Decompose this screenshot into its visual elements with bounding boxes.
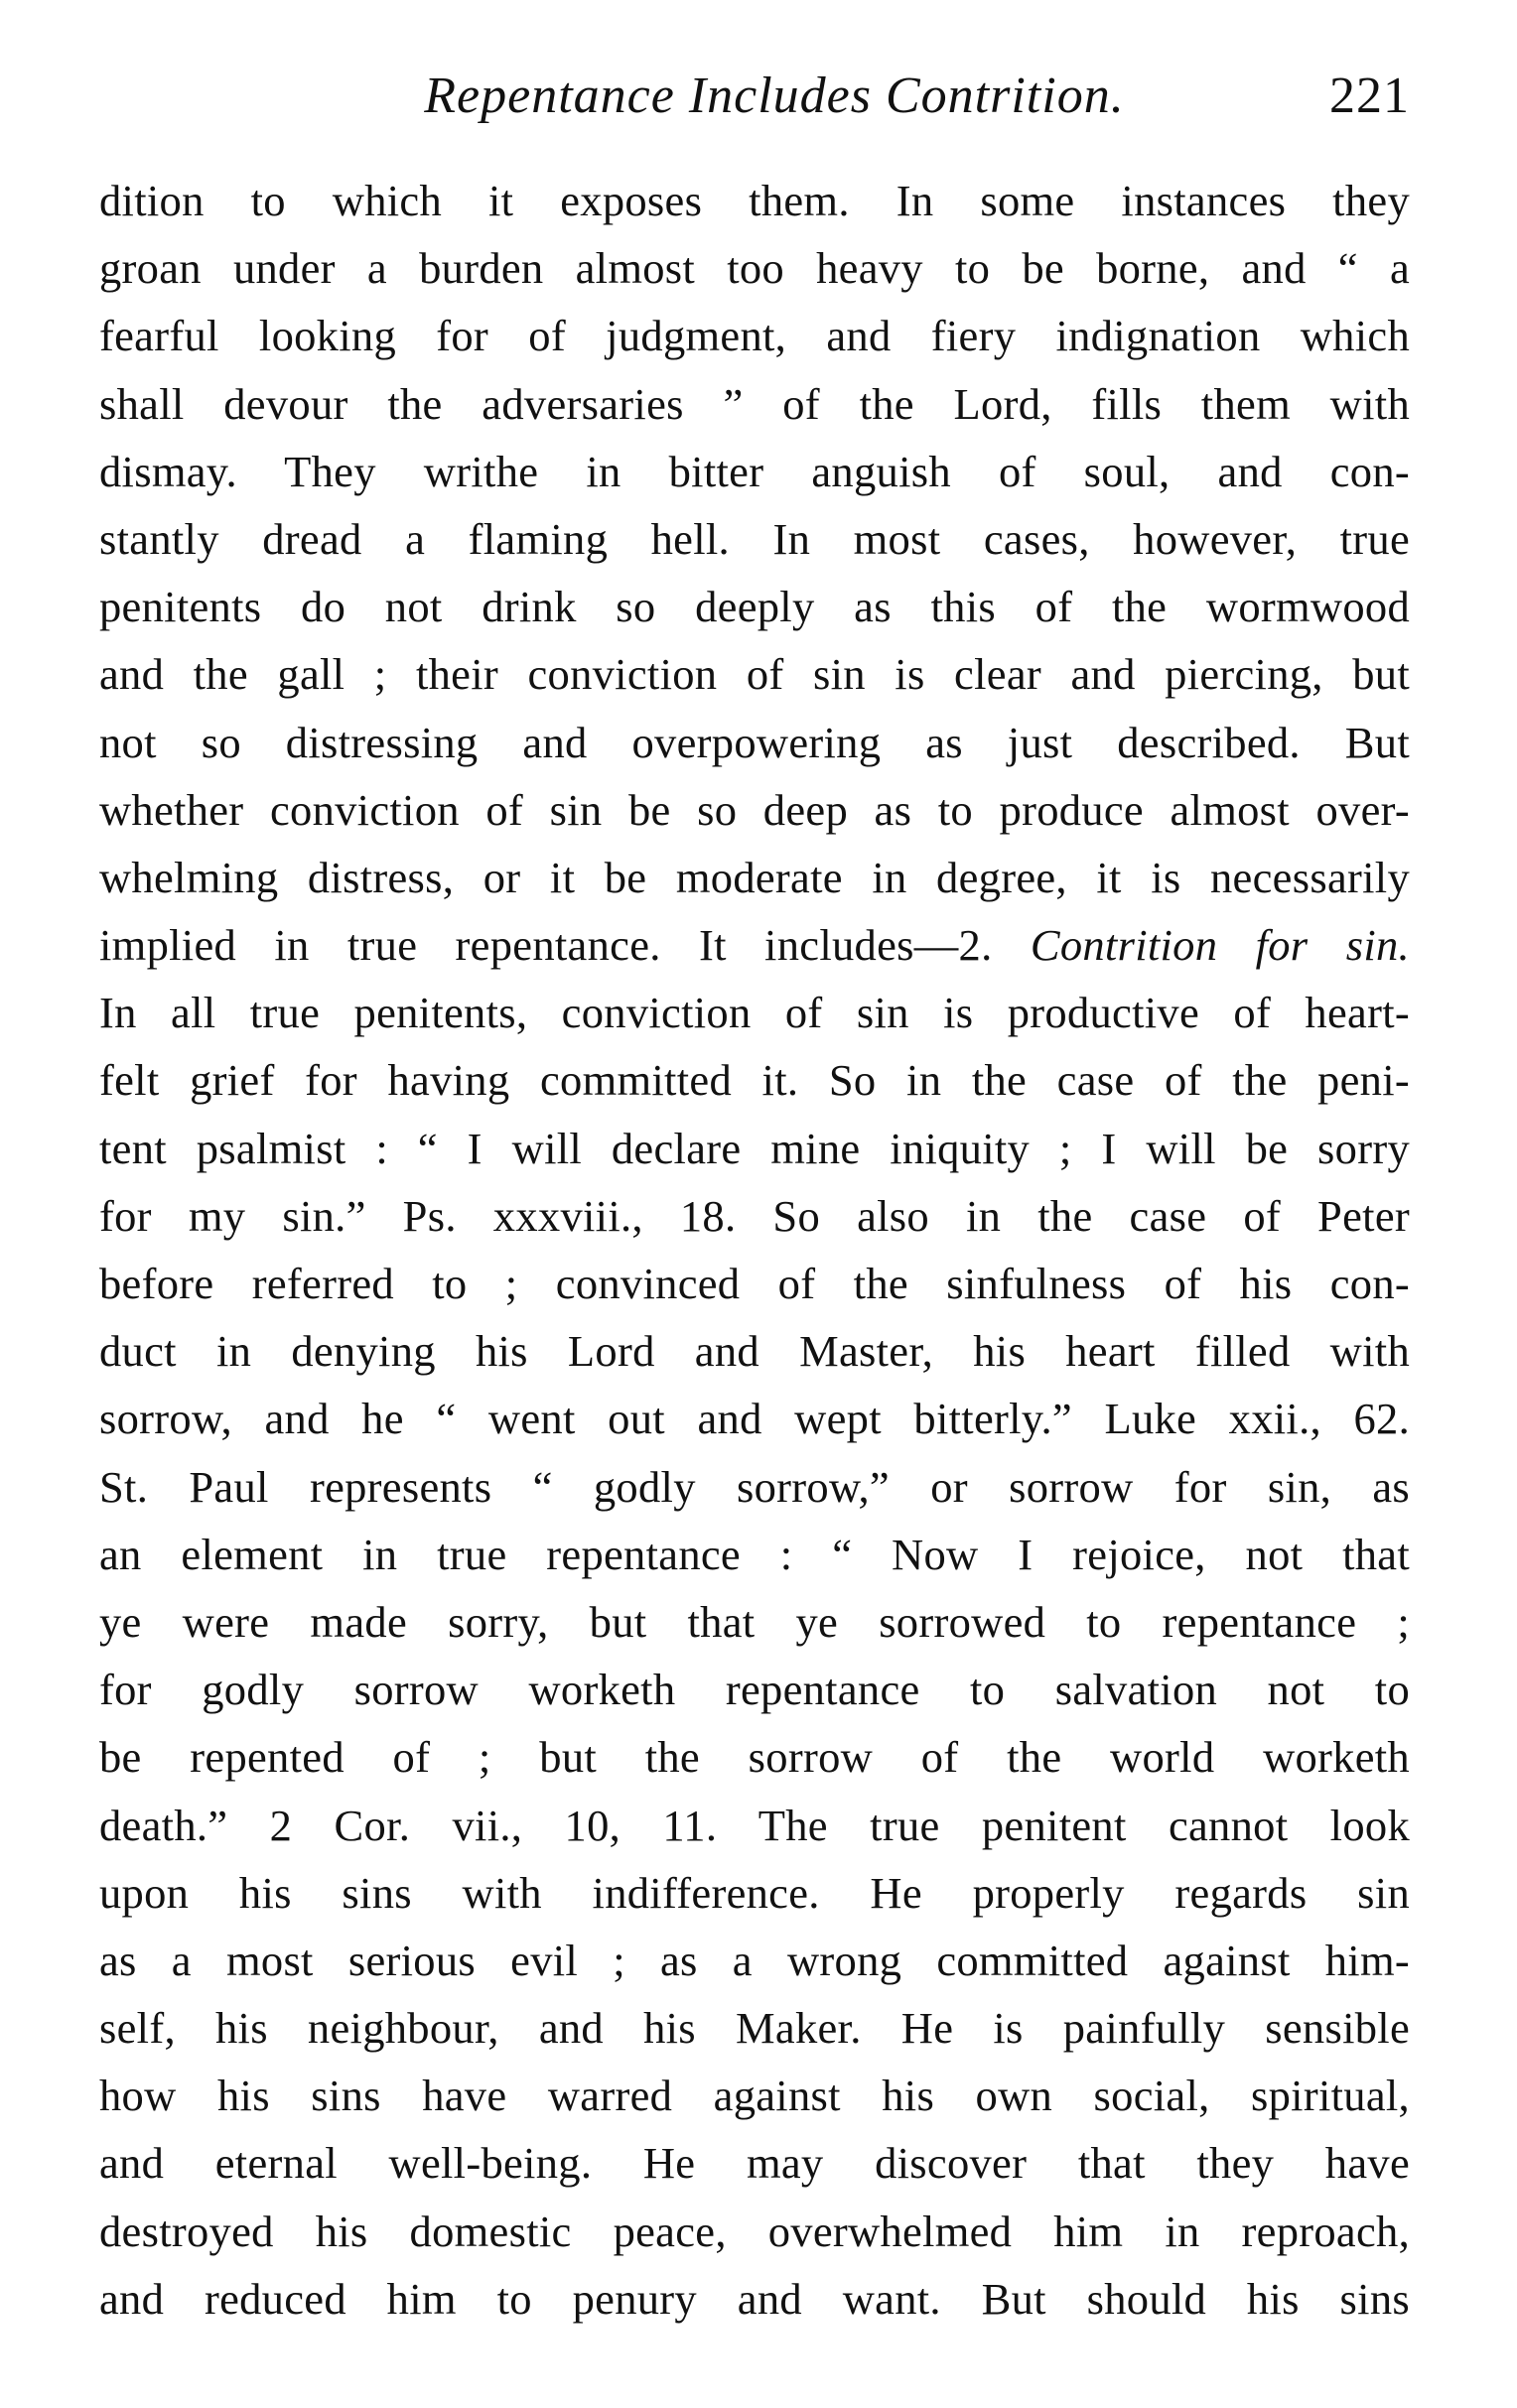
text-line [99, 505, 1410, 573]
text-line [99, 2129, 1410, 2197]
text-line-content: duct in denying his Lord and Master, his heart filled with [99, 1326, 1410, 1377]
text-line [99, 1792, 1410, 1859]
text-line-content: In all true penitents, conviction of sin is productive of heart- [99, 988, 1410, 1038]
text-line-content: groan under a burden almost too heavy to be borne, and “ a [99, 243, 1410, 294]
text-line-content: whether conviction of sin be so deep as to produce almost over- [99, 784, 1410, 835]
text-line [99, 1115, 1410, 1182]
text-line [99, 1656, 1410, 1723]
text-line [99, 1521, 1410, 1588]
text-line [99, 1588, 1410, 1656]
text-line-content: dition to which it exposes them. In some instances they [99, 176, 1410, 225]
text-line [99, 2062, 1410, 2129]
running-title: Repentance Includes Contrition. [424, 67, 1125, 124]
running-head [99, 62, 1410, 131]
text-line-content: fearful looking for of judgment, and fiery indignation which [99, 311, 1410, 361]
text-line [99, 1927, 1410, 1994]
text-line [99, 167, 1410, 234]
text-line-content: destroyed his domestic peace, overwhelmed him in reproach, [99, 2206, 1410, 2256]
text-line-content: an element in true repentance : “ Now I rejoice, not that [99, 1529, 1410, 1579]
text-line [99, 1453, 1410, 1521]
text-line [99, 1317, 1410, 1385]
text-line [99, 234, 1410, 302]
text-line-content: and reduced him to penury and want. But should his sins [99, 2273, 1410, 2324]
text-line-content: shall devour the adversaries ” of the Lord, fills them with [99, 378, 1410, 429]
italic-heading: Contrition for sin. [992, 920, 1410, 971]
text-line-content: and eternal well-being. He may discover that they have [99, 2138, 1410, 2189]
text-line-content: St. Paul represents “ godly sorrow,” or sorrow for sin, as [99, 1461, 1410, 1512]
text-line-content: for my sin.” Ps. xxxviii., 18. So also in the case of Peter [99, 1190, 1410, 1241]
text-line [99, 911, 1410, 979]
text-line-content: upon his sins with indifference. He properly regards sin [99, 1867, 1410, 1918]
text-line [99, 1385, 1410, 1452]
text-line-content: felt grief for having committed it. So in the case of the peni- [99, 1055, 1410, 1106]
text-line [99, 2198, 1410, 2265]
text-line-content: self, his neighbour, and his Maker. He is painfully sensible [99, 2003, 1410, 2054]
text-line-content: tent psalmist : “ I will declare mine iniquity ; I will be sorry [99, 1123, 1410, 1173]
text-line-content: before referred to ; convinced of the sinfulness of his con- [99, 1259, 1410, 1308]
text-line [99, 438, 1410, 505]
text-line-content: as a most serious evil ; as a wrong committed against him- [99, 1935, 1410, 1985]
text-line [99, 370, 1410, 438]
text-line-content: dismay. They writhe in bitter anguish of soul, and con- [99, 446, 1410, 496]
text-line-content: whelming distress, or it be moderate in degree, it is necessarily [99, 852, 1410, 902]
text-line [99, 844, 1410, 911]
body-text [99, 167, 1410, 2333]
text-line-content: and the gall ; their conviction of sin is clear and piercing, but [99, 649, 1410, 700]
text-line-content: stantly dread a flaming hell. In most cases, however, true [99, 513, 1410, 564]
text-line [99, 1859, 1410, 1927]
text-line-content: how his sins have warred against his own social, spiritual, [99, 2071, 1410, 2121]
text-line [99, 776, 1410, 844]
text-line [99, 2265, 1410, 2333]
text-line [99, 1046, 1410, 1114]
text-line-content: penitents do not drink so deeply as this of the wormwood [99, 582, 1410, 632]
text-line-content: implied in true repentance. It includes—2. [99, 920, 993, 971]
text-line [99, 573, 1410, 640]
page-number: 221 [1329, 67, 1410, 124]
text-line [99, 1994, 1410, 2062]
text-line [99, 302, 1410, 369]
text-line-content: not so distressing and overpowering as just described. But [99, 717, 1410, 767]
text-line-content: death.” 2 Cor. vii., 10, 11. The true penitent cannot look [99, 1800, 1410, 1850]
text-line [99, 1182, 1410, 1250]
text-line [99, 979, 1410, 1046]
text-line [99, 1250, 1410, 1317]
text-line-content: ye were made sorry, but that ye sorrowed to repentance ; [99, 1596, 1410, 1647]
text-line-content: for godly sorrow worketh repentance to salvation not to [99, 1665, 1410, 1715]
text-line-content: be repented of ; but the sorrow of the world worketh [99, 1732, 1410, 1783]
text-line [99, 640, 1410, 708]
text-line [99, 709, 1410, 776]
text-line-content: sorrow, and he “ went out and wept bitterly.” Luke xxii., 62. [99, 1394, 1410, 1444]
text-line [99, 1723, 1410, 1791]
